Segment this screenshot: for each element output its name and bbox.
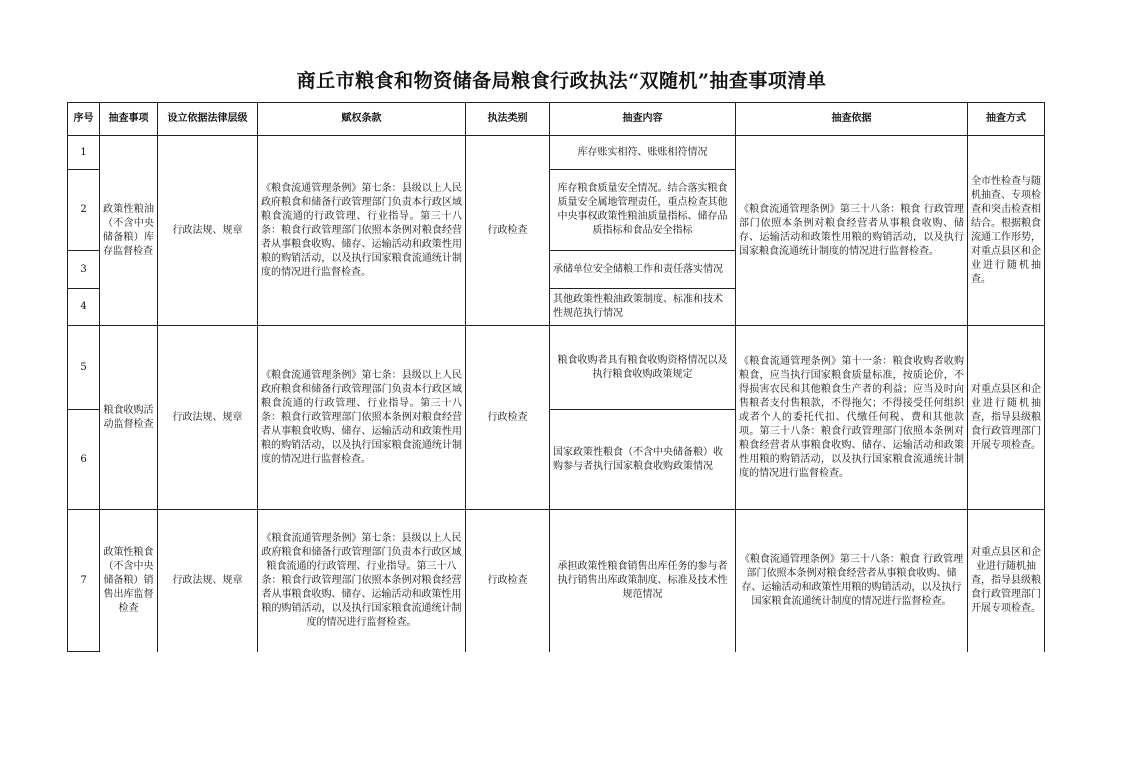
legal-level: 行政法规、规章: [158, 136, 258, 326]
document-title: 商丘市粮食和物资储备局粮食行政执法“双随机”抽查事项清单: [296, 70, 827, 92]
serial-no: 2: [68, 170, 100, 251]
serial-no: 7: [68, 510, 100, 652]
header-inspection-matter: 抽查事项: [100, 103, 158, 136]
inspection-content: 库存粮食质量安全情况。结合落实粮食质量安全属地管理责任，重点检查其他中央事权政策性粮油质量指标、储存品质指标和食品安全指标: [550, 170, 736, 251]
inspection-method: 全市性检查与随机抽查、专项检查和突击检查相结合。根据粮食流通工作形势，对重点县区和企业进行随机抽查。: [968, 136, 1045, 326]
serial-no: 5: [68, 326, 100, 410]
inspection-content: 库存账实相符、账账相符情况: [550, 136, 736, 170]
inspection-matter: 政策性粮油（不含中央储备粮）库存监督检查: [100, 136, 158, 326]
inspection-method: 对重点县区和企业进行随机抽查，指导县级粮食行政管理部门开展专项检查。: [968, 510, 1045, 652]
legal-level: 行政法规、规章: [158, 326, 258, 510]
inspection-content: 承担政策性粮食销售出库任务的参与者执行销售出库政策制度、标准及技术性规范情况: [550, 510, 736, 652]
serial-no: 1: [68, 136, 100, 170]
header-legal-level: 设立依据法律层级: [158, 103, 258, 136]
table-row: [68, 510, 1045, 652]
inspection-content: 国家政策性粮食（不含中央储备粮）收购参与者执行国家粮食收购政策情况: [550, 410, 736, 510]
inspection-basis: 《粮食流通管理条例》第十一条：粮食收购者收购粮食，应当执行国家粮食质量标准，按质论价，不得损害农民和其他粮食生产者的利益；应当及时向售粮者支付售粮款，不得拖欠；不得接受任何组织或者个人的委托代扣、代缴任何税、费和其他款项。第三十八条：粮食行政管理部门依照本条例对粮食经营者从事粮食收购、储存、运输活动和政策性用粮的购销活动，以及执行国家粮食流通统计制度的情况进行监督检查。: [736, 326, 968, 510]
serial-no: 3: [68, 251, 100, 289]
inspection-basis: 《粮食流通管理条例》第三十八条：粮食 行政管理部门依照本条例对粮食经营者从事粮食收购、储存、运输活动和政策性用粮的购销活动，以及执行国家粮食流通统计制度的情况进行监督检查。: [736, 136, 968, 326]
inspection-basis: 《粮食流通管理条例》第三十八条：粮食 行政管理部门依照本条例对粮食经营者从事粮食收购、储存、运输活动和政策性用粮的购销活动，以及执行国家粮食流通统计制度的情况进行监督检查。: [736, 510, 968, 652]
inspection-matter: 政策性粮食（不含中央储备粮）销售出库监督检查: [100, 510, 158, 652]
table-row: [68, 136, 1045, 170]
serial-no: 4: [68, 289, 100, 326]
enforcement-category: 行政检查: [466, 326, 550, 510]
header-empowering-clause: 赋权条款: [258, 103, 466, 136]
serial-no: 6: [68, 410, 100, 510]
enforcement-category: 行政检查: [466, 510, 550, 652]
header-inspection-basis: 抽查依据: [736, 103, 968, 136]
inspection-content: 粮食收购者具有粮食收购资格情况以及执行粮食收购政策规定: [550, 326, 736, 410]
empowering-clause: 《粮食流通管理条例》第七条：县级以上人民政府粮食和储备行政管理部门负责本行政区域粮食流通的行政管理、行业指导。第三十八条：粮食行政管理部门依照本条例对粮食经营者从事粮食收购、储存、运输活动和政策性用粮的购销活动，以及执行国家粮食流通统计制度的情况进行监督检查。: [258, 510, 466, 652]
table-header-row: [68, 103, 1045, 136]
table-row: [68, 326, 1045, 410]
inspection-content: 其他政策性粮油政策制度、标准和技术性规范执行情况: [550, 289, 736, 326]
inspection-matter: 粮食收购活动监督检查: [100, 326, 158, 510]
header-serial-no: 序号: [68, 103, 100, 136]
legal-level: 行政法规、规章: [158, 510, 258, 652]
inspection-matters-table: [67, 102, 1045, 652]
empowering-clause: 《粮食流通管理条例》第七条：县级以上人民政府粮食和储备行政管理部门负责本行政区域粮食流通的行政管理、行业指导。第三十八条：粮食行政管理部门依照本条例对粮食经营者从事粮食收购、储存、运输活动和政策性用粮的购销活动，以及执行国家粮食流通统计制度的情况进行监督检查。: [258, 136, 466, 326]
inspection-method: 对重点县区和企业进行随机抽查，指导县级粮食行政管理部门开展专项检查。: [968, 326, 1045, 510]
header-inspection-content: 抽查内容: [550, 103, 736, 136]
header-enforcement-category: 执法类别: [466, 103, 550, 136]
inspection-content: 承储单位安全储粮工作和责任落实情况: [550, 251, 736, 289]
header-inspection-method: 抽查方式: [968, 103, 1045, 136]
enforcement-category: 行政检查: [466, 136, 550, 326]
empowering-clause: 《粮食流通管理条例》第七条：县级以上人民政府粮食和储备行政管理部门负责本行政区域粮食流通的行政管理、行业指导。第三十八条：粮食行政管理部门依照本条例对粮食经营者从事粮食收购、储存、运输活动和政策性用粮的购销活动，以及执行国家粮食流通统计制度的情况进行监督检查。: [258, 326, 466, 510]
